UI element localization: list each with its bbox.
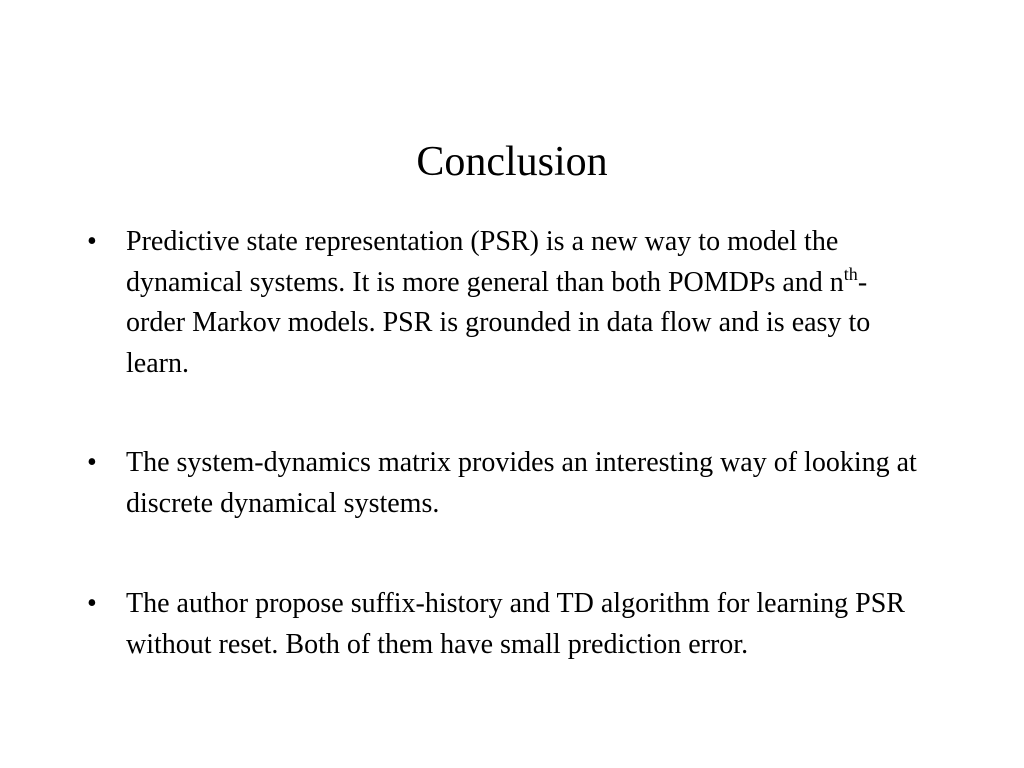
bullet-text-system-dynamics-matrix: The system-dynamics matrix provides an interesting way of looking at discrete dynamical systems. — [126, 447, 917, 519]
bullet-text-psr-definition — [126, 222, 926, 384]
ordinal-superscript: th — [843, 263, 858, 284]
bullet-icon: • — [87, 226, 97, 257]
bullet-text-part-after-superscript: -order Markov models. PSR is grounded in data flow and is easy to learn. — [126, 266, 871, 379]
bullet-text-part-before-superscript: Predictive state representation (PSR) is a new way to model the dynamical systems. It is more general than both POMDPs and n — [126, 226, 844, 298]
bullet-icon: • — [87, 447, 97, 478]
bullet-icon: • — [87, 588, 97, 619]
slide-title: Conclusion — [416, 139, 608, 186]
bullet-text-learning-algorithms: The author propose suffix-history and TD algorithm for learning PSR without reset. Both of them have small prediction error. — [126, 588, 905, 660]
